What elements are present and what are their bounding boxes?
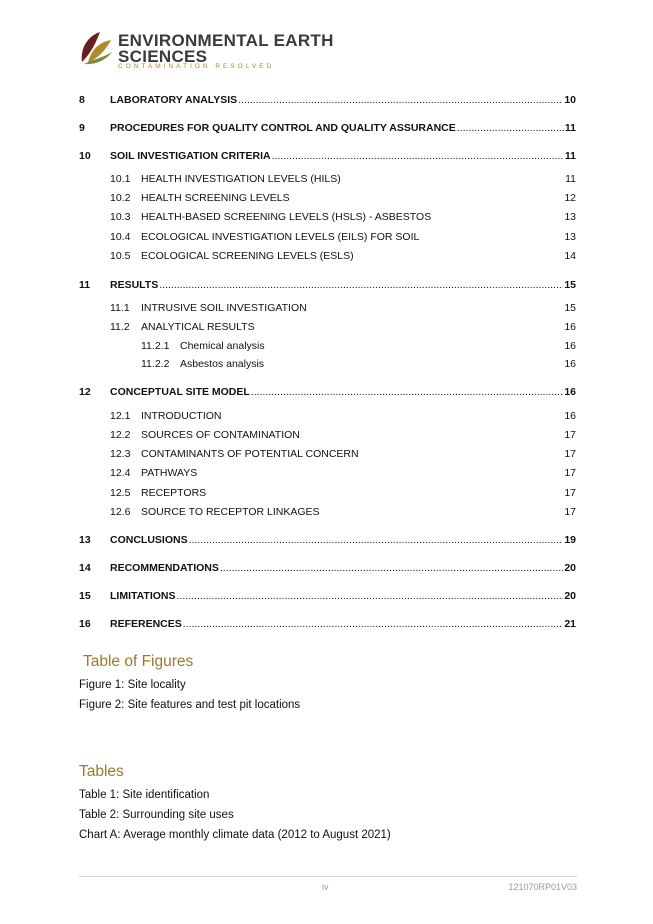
tables-heading: Tables [79, 763, 124, 780]
toc-leader [272, 150, 564, 162]
toc-entry-13[interactable] [79, 534, 576, 548]
figure-link-1[interactable]: Figure 1: Site locality [79, 679, 186, 691]
logo-tagline: CONTAMINATION RESOLVED [118, 63, 275, 70]
toc-number: 11.2 [110, 321, 130, 333]
toc-entry-15[interactable] [79, 590, 576, 604]
toc-page: 17 [564, 448, 576, 460]
toc-number: 10.1 [110, 173, 131, 185]
toc-title: CONTAMINANTS OF POTENTIAL CONCERN [141, 448, 359, 460]
toc-title: CONCEPTUAL SITE MODEL [110, 386, 250, 398]
chart-link-a[interactable]: Chart A: Average monthly climate data (2012 to August 2021) [79, 829, 391, 841]
logo-line1: ENVIRONMENTAL EARTH [118, 31, 334, 50]
toc-number: 15 [79, 590, 91, 602]
table-link-1[interactable]: Table 1: Site identification [79, 789, 210, 801]
toc-number: 12.6 [110, 506, 131, 518]
figure-link-2[interactable]: Figure 2: Site features and test pit locations [79, 699, 301, 711]
toc-number: 11.1 [110, 302, 130, 314]
toc-number: 10.3 [110, 211, 131, 223]
toc-number: 11.2.1 [141, 340, 170, 352]
toc-number: 9 [79, 122, 85, 134]
toc-title: ANALYTICAL RESULTS [141, 321, 255, 333]
toc-title: RECOMMENDATIONS [110, 562, 219, 574]
toc-number: 12.3 [110, 448, 131, 460]
toc-title: SOURCES OF CONTAMINATION [141, 429, 300, 441]
toc-entry-11-2[interactable] [110, 321, 576, 335]
toc-page: 15 [564, 279, 576, 291]
toc-entry-8[interactable] [79, 94, 576, 108]
toc-page: 20 [564, 562, 576, 574]
toc-entry-11[interactable] [79, 279, 576, 293]
toc-page: 13 [564, 211, 576, 223]
toc-entry-14[interactable] [79, 562, 576, 576]
toc-number: 10.4 [110, 231, 131, 243]
toc-title: REFERENCES [110, 618, 182, 630]
toc-leader [457, 122, 564, 134]
toc-title: LABORATORY ANALYSIS [110, 94, 238, 106]
toc-page: 16 [564, 358, 576, 370]
toc-page: 11 [565, 173, 576, 185]
toc-entry-12-1[interactable] [110, 410, 576, 424]
toc-title: ECOLOGICAL SCREENING LEVELS (ESLS) [141, 250, 354, 262]
table-link-2[interactable]: Table 2: Surrounding site uses [79, 809, 234, 821]
toc-entry-12-5[interactable] [110, 487, 576, 501]
toc-title: PATHWAYS [141, 467, 198, 479]
toc-leader [220, 562, 563, 574]
toc-entry-12-6[interactable] [110, 506, 576, 520]
toc-entry-10-2[interactable] [110, 192, 576, 206]
toc-entry-12-3[interactable] [110, 448, 576, 462]
toc-leader [251, 386, 564, 398]
toc-page: 16 [564, 386, 576, 398]
toc-title: SOIL INVESTIGATION CRITERIA [110, 150, 271, 162]
toc-entry-9[interactable] [79, 122, 576, 136]
toc-leader [238, 94, 563, 106]
toc-page: 16 [564, 410, 576, 422]
toc-entry-12-2[interactable] [110, 429, 576, 443]
toc-entry-10[interactable] [79, 150, 576, 164]
toc-entry-11-2-1[interactable] [141, 340, 576, 354]
toc-number: 14 [79, 562, 91, 574]
toc-leader [183, 618, 564, 630]
toc-number: 12.2 [110, 429, 131, 441]
toc-number: 12 [79, 386, 91, 398]
toc-entry-10-5[interactable] [110, 250, 576, 264]
toc-number: 12.1 [110, 410, 131, 422]
toc-number: 8 [79, 94, 85, 106]
toc-number: 10 [79, 150, 91, 162]
footer-divider [79, 876, 577, 877]
toc-title: SOURCE TO RECEPTOR LINKAGES [141, 506, 320, 518]
toc-page: 19 [564, 534, 576, 546]
toc-leader [159, 279, 563, 291]
toc-title: HEALTH SCREENING LEVELS [141, 192, 290, 204]
toc-title: Asbestos analysis [180, 358, 265, 370]
toc-number: 11.2.2 [141, 358, 170, 370]
toc-entry-12-4[interactable] [110, 467, 576, 481]
toc-number: 10.5 [110, 250, 131, 262]
toc-number: 11 [79, 279, 91, 291]
leaf-logo-icon [78, 30, 114, 66]
toc-leader [177, 590, 564, 602]
toc-number: 13 [79, 534, 91, 546]
figures-heading: Table of Figures [83, 653, 194, 670]
toc-entry-11-1[interactable] [110, 302, 576, 316]
toc-entry-10-3[interactable] [110, 211, 576, 225]
toc-entry-10-1[interactable] [110, 173, 576, 187]
toc-entry-11-2-2[interactable] [141, 358, 576, 372]
toc-title: HEALTH INVESTIGATION LEVELS (HILS) [141, 173, 341, 185]
toc-page: 17 [564, 487, 576, 499]
toc-entry-16[interactable] [79, 618, 576, 632]
toc-title: LIMITATIONS [110, 590, 176, 602]
toc-title: HEALTH-BASED SCREENING LEVELS (HSLS) - ASBESTOS [141, 211, 432, 223]
toc-page: 14 [564, 250, 576, 262]
toc-entry-10-4[interactable] [110, 231, 576, 245]
toc-number: 12.5 [110, 487, 131, 499]
toc-page: 11 [564, 150, 576, 162]
toc-title: Chemical analysis [180, 340, 265, 352]
toc-page: 13 [564, 231, 576, 243]
toc-page: 17 [564, 429, 576, 441]
toc-page: 17 [564, 467, 576, 479]
toc-title: INTRODUCTION [141, 410, 222, 422]
toc-entry-12[interactable] [79, 386, 576, 400]
footer-page-number: iv [322, 882, 329, 892]
toc-leader [189, 534, 564, 546]
toc-page: 12 [564, 192, 576, 204]
toc-title: CONCLUSIONS [110, 534, 188, 546]
logo-line2: SCIENCES [118, 47, 208, 66]
toc-title: ECOLOGICAL INVESTIGATION LEVELS (EILS) FOR SOIL [141, 231, 420, 243]
toc-number: 10.2 [110, 192, 131, 204]
toc-page: 11 [564, 122, 576, 134]
toc-number: 12.4 [110, 467, 131, 479]
company-logo [78, 30, 338, 74]
toc-number: 16 [79, 618, 91, 630]
toc-title: RECEPTORS [141, 487, 207, 499]
toc-page: 20 [564, 590, 576, 602]
toc-page: 10 [564, 94, 576, 106]
toc-page: 21 [564, 618, 576, 630]
toc-title: RESULTS [110, 279, 159, 291]
toc-page: 16 [564, 340, 576, 352]
toc-page: 15 [564, 302, 576, 314]
toc-title: INTRUSIVE SOIL INVESTIGATION [141, 302, 307, 314]
toc-page: 17 [564, 506, 576, 518]
toc-page: 16 [564, 321, 576, 333]
toc-title: PROCEDURES FOR QUALITY CONTROL AND QUALITY ASSURANCE [110, 122, 456, 134]
footer-document-reference: 121070RP01V03 [508, 882, 577, 892]
